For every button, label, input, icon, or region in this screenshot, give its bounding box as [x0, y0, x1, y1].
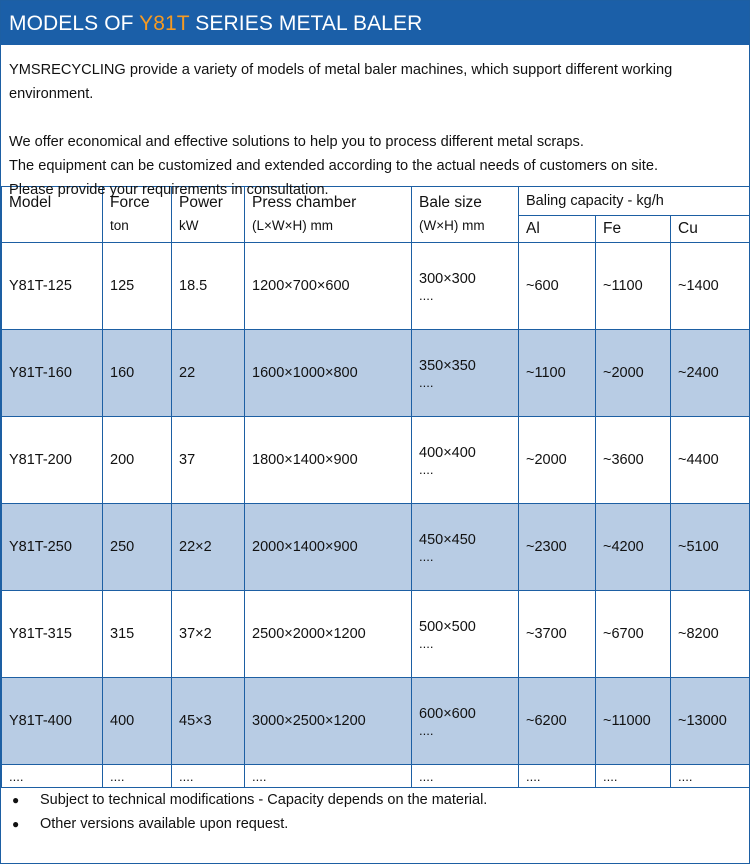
intro-line-2: We offer economical and effective solutions to help you to process different metal scraps.	[9, 134, 584, 150]
cell-bale: 500×500 ....	[412, 591, 519, 678]
banner-title-part2: SERIES METAL BALER	[189, 12, 423, 35]
header-force: Force ton	[103, 187, 172, 243]
cell-bale: 400×400 ....	[412, 417, 519, 504]
section-banner	[1, 1, 749, 45]
cell-power: 37	[172, 417, 245, 504]
cell-model: Y81T-250	[2, 504, 103, 591]
cell-force: 200	[103, 417, 172, 504]
header-model: Model	[2, 187, 103, 243]
note-text: Other versions available upon request.	[40, 816, 289, 832]
ellipsis-row	[2, 765, 750, 788]
header-press-chamber: Press chamber (L×W×H) mm	[245, 187, 412, 243]
cell-model: Y81T-125	[2, 243, 103, 330]
cell-model: Y81T-400	[2, 678, 103, 765]
note-text: Subject to technical modifications - Capacity depends on the material.	[40, 792, 488, 808]
table-row	[2, 417, 750, 504]
cell-ellipsis: ....	[519, 765, 596, 788]
cell-press: 1600×1000×800	[245, 330, 412, 417]
cell-press: 2000×1400×900	[245, 504, 412, 591]
intro-text	[1, 45, 749, 198]
spec-table	[1, 186, 750, 788]
cell-model: Y81T-160	[2, 330, 103, 417]
cell-al: ~600	[519, 243, 596, 330]
cell-press: 3000×2500×1200	[245, 678, 412, 765]
header-cu: Cu	[671, 216, 750, 243]
cell-fe: ~6700	[596, 591, 671, 678]
cell-al: ~2000	[519, 417, 596, 504]
header-fe: Fe	[596, 216, 671, 243]
cell-force: 125	[103, 243, 172, 330]
cell-power: 22×2	[172, 504, 245, 591]
header-al: Al	[519, 216, 596, 243]
cell-al: ~3700	[519, 591, 596, 678]
cell-ellipsis: ....	[103, 765, 172, 788]
bullet-icon: ●	[12, 793, 20, 807]
cell-ellipsis: ....	[596, 765, 671, 788]
banner-title-part1: MODELS OF	[9, 12, 140, 35]
table-row	[2, 330, 750, 417]
cell-power: 22	[172, 330, 245, 417]
banner-model-highlight: Y81T	[139, 12, 190, 35]
cell-fe: ~4200	[596, 504, 671, 591]
intro-line-1: YMSRECYCLING provide a variety of models of metal baler machines, which support different working environment.	[9, 62, 673, 102]
cell-bale: 450×450 ....	[412, 504, 519, 591]
cell-fe: ~3600	[596, 417, 671, 504]
cell-press: 1800×1400×900	[245, 417, 412, 504]
cell-power: 18.5	[172, 243, 245, 330]
cell-power: 37×2	[172, 591, 245, 678]
header-press-unit: (L×W×H) mm	[252, 218, 333, 233]
header-bale-unit: (W×H) mm	[419, 218, 485, 233]
header-power-unit: kW	[179, 218, 199, 233]
cell-cu: ~4400	[671, 417, 750, 504]
cell-bale: 300×300 ....	[412, 243, 519, 330]
cell-force: 160	[103, 330, 172, 417]
notes-list	[1, 788, 749, 836]
cell-ellipsis: ....	[2, 765, 103, 788]
note-item	[1, 788, 749, 812]
cell-al: ~1100	[519, 330, 596, 417]
bullet-icon: ●	[12, 817, 20, 831]
intro-line-4: Please provide your requirements in consultation.	[9, 182, 329, 198]
table-row	[2, 678, 750, 765]
cell-fe: ~1100	[596, 243, 671, 330]
cell-force: 400	[103, 678, 172, 765]
cell-ellipsis: ....	[671, 765, 750, 788]
cell-cu: ~8200	[671, 591, 750, 678]
cell-press: 2500×2000×1200	[245, 591, 412, 678]
note-item	[1, 812, 749, 836]
table-row	[2, 243, 750, 330]
cell-force: 250	[103, 504, 172, 591]
cell-cu: ~13000	[671, 678, 750, 765]
cell-cu: ~2400	[671, 330, 750, 417]
cell-cu: ~1400	[671, 243, 750, 330]
cell-cu: ~5100	[671, 504, 750, 591]
cell-ellipsis: ....	[412, 765, 519, 788]
cell-bale: 600×600 ....	[412, 678, 519, 765]
cell-al: ~2300	[519, 504, 596, 591]
cell-al: ~6200	[519, 678, 596, 765]
intro-line-3: The equipment can be customized and extended according to the actual needs of customers on site.	[9, 158, 659, 174]
table-row	[2, 591, 750, 678]
cell-bale: 350×350 ....	[412, 330, 519, 417]
cell-ellipsis: ....	[172, 765, 245, 788]
table-row	[2, 504, 750, 591]
header-force-unit: ton	[110, 218, 129, 233]
cell-ellipsis: ....	[245, 765, 412, 788]
cell-model: Y81T-200	[2, 417, 103, 504]
header-baling-capacity: Baling capacity - kg/h	[519, 187, 750, 216]
cell-model: Y81T-315	[2, 591, 103, 678]
cell-power: 45×3	[172, 678, 245, 765]
header-bale-size: Bale size (W×H) mm	[412, 187, 519, 243]
cell-fe: ~11000	[596, 678, 671, 765]
cell-force: 315	[103, 591, 172, 678]
header-power: Power kW	[172, 187, 245, 243]
cell-press: 1200×700×600	[245, 243, 412, 330]
cell-fe: ~2000	[596, 330, 671, 417]
